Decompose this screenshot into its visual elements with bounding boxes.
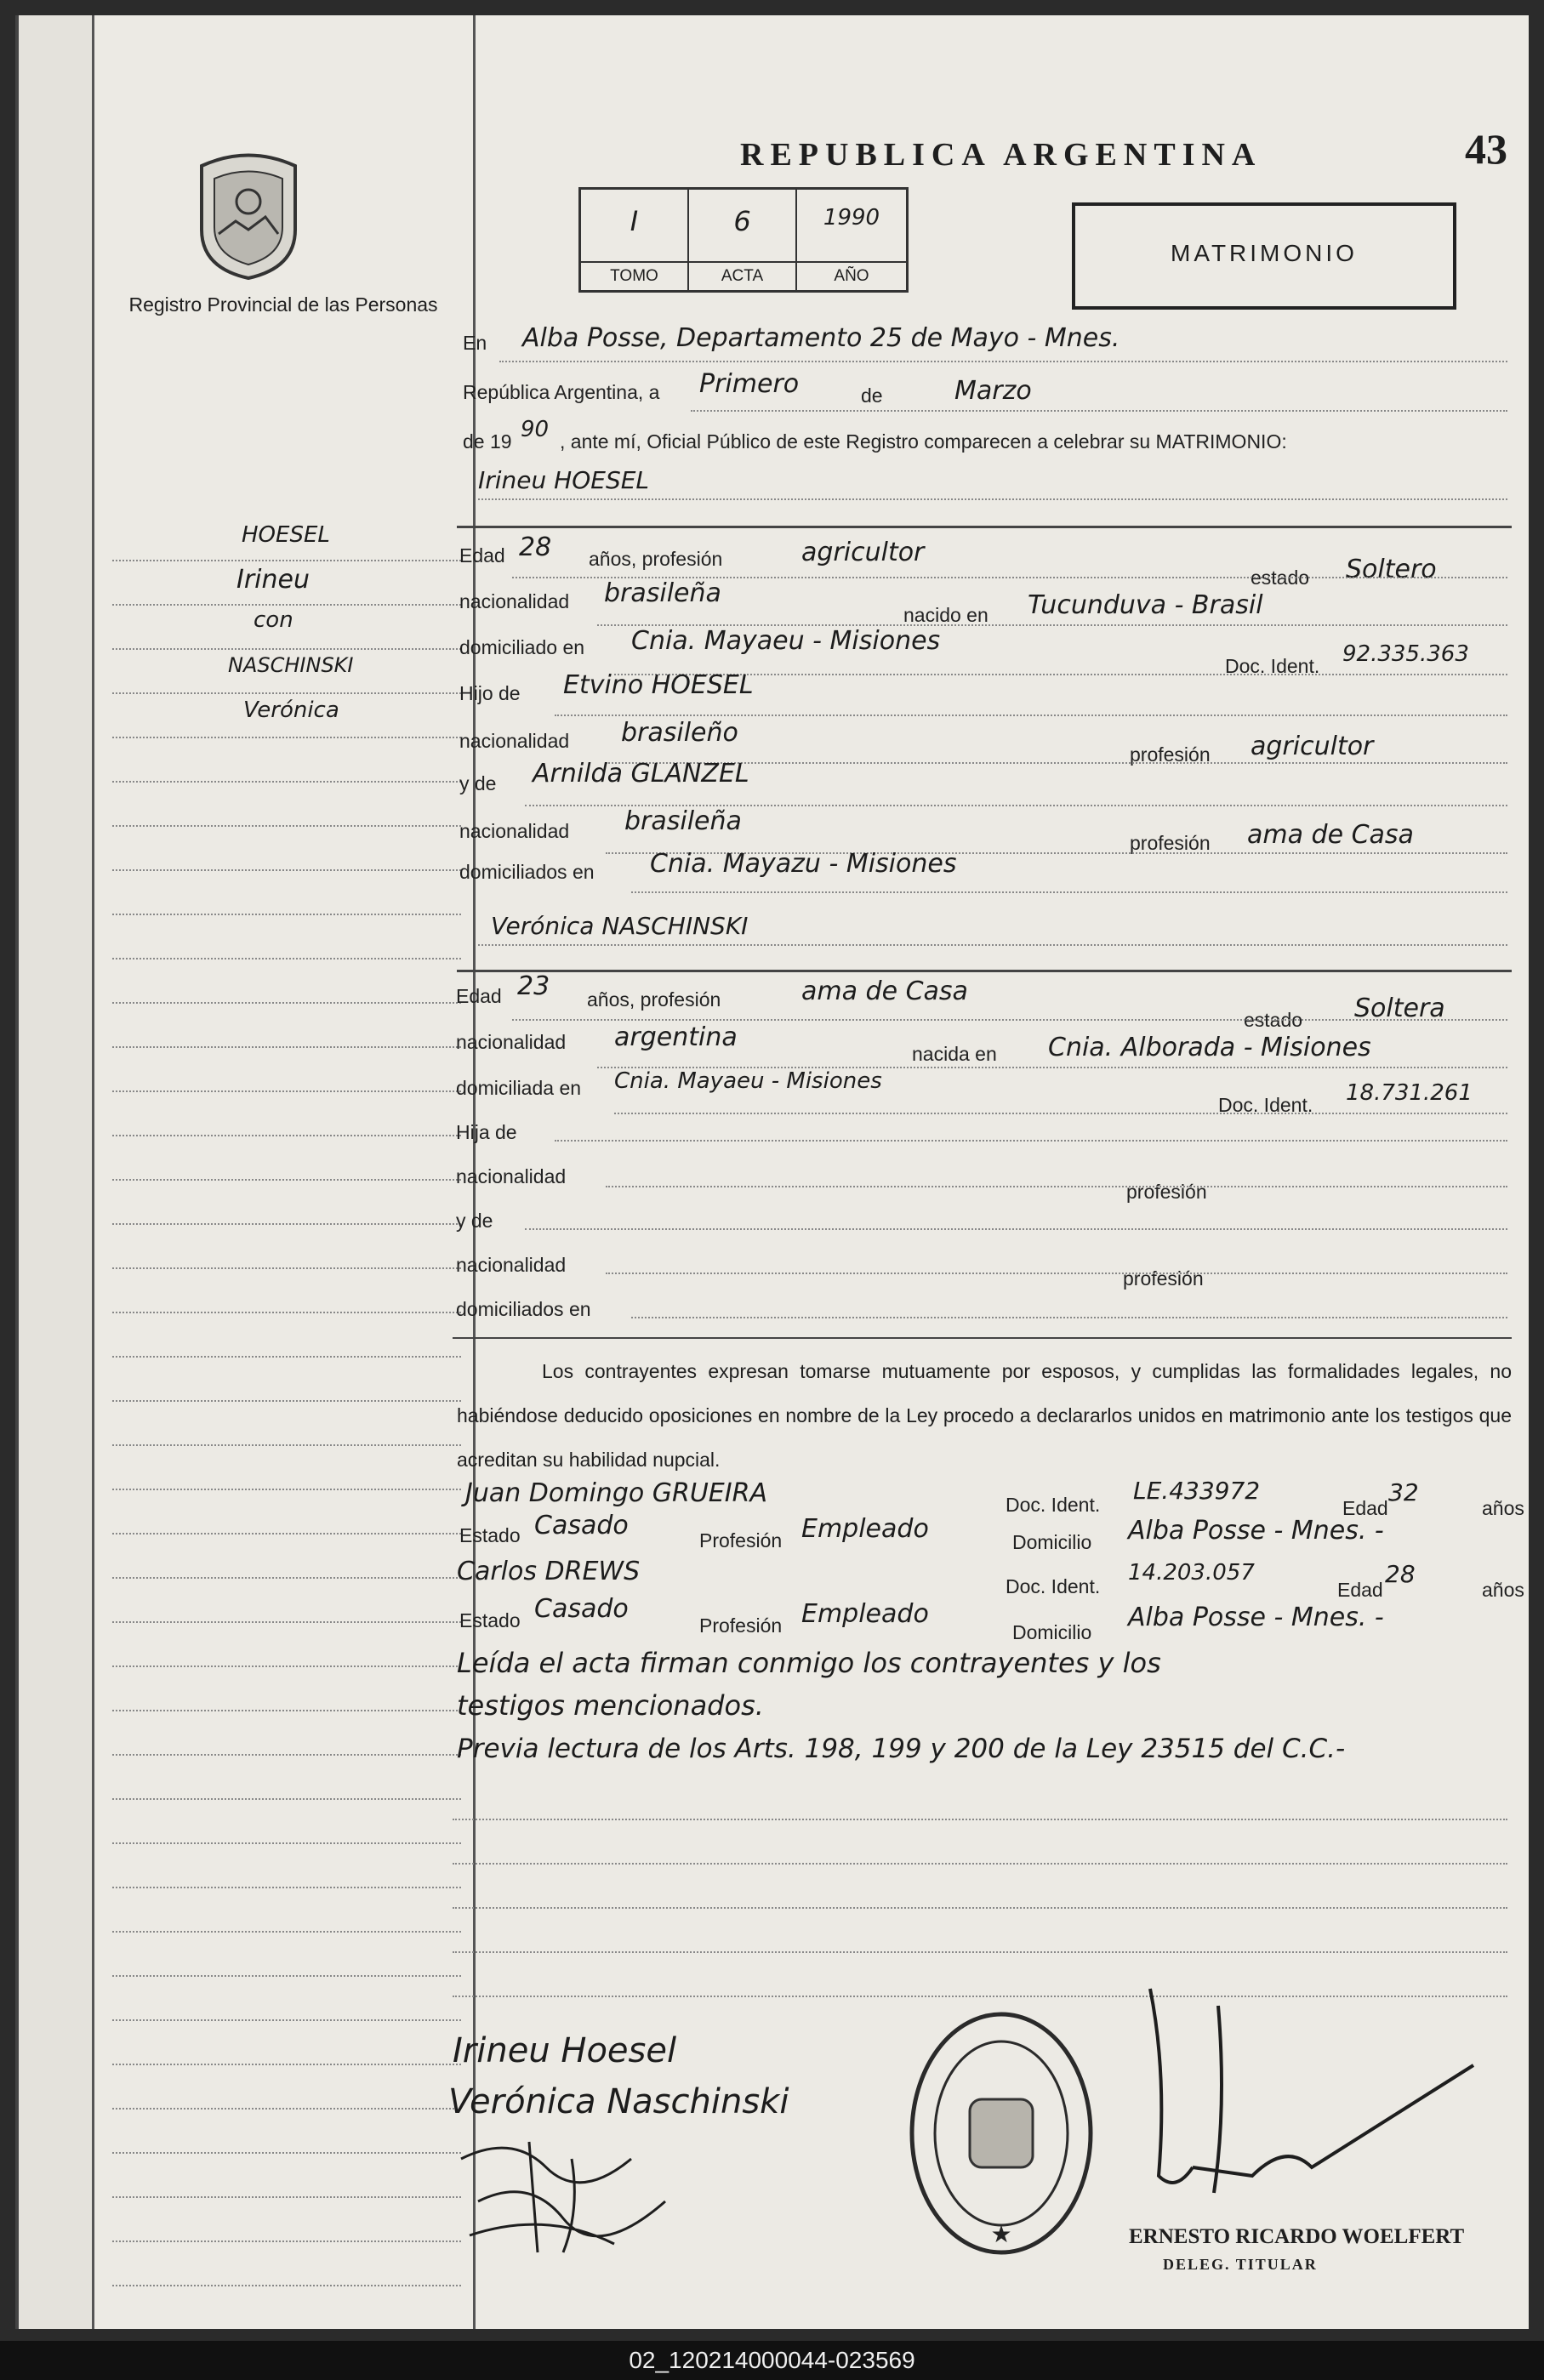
bride-parents-dom-label: domiciliados en — [456, 1298, 591, 1320]
year-label: AÑO — [797, 261, 906, 290]
tomo-cell — [581, 190, 689, 290]
intro-place: Alba Posse, Departamento 25 de Mayo - Mnes. — [522, 323, 1120, 353]
bride-domicilio: Cnia. Mayaeu - Misiones — [614, 1068, 882, 1094]
acta-label: ACTA — [689, 261, 795, 290]
groom-mother: Arnilda GLANZEL — [533, 759, 749, 789]
groom-full-name: Irineu HOESEL — [478, 466, 650, 494]
year-value: 1990 — [823, 205, 880, 231]
act-reference-box — [578, 187, 909, 293]
margin-rule — [112, 692, 461, 694]
margin-rule — [112, 1090, 461, 1092]
margin-rule — [112, 869, 461, 871]
margin-rule — [112, 2152, 461, 2154]
bride-father-nac-label: nacionalidad — [456, 1165, 567, 1187]
groom-domicilio: Cnia. Mayaeu - Misiones — [631, 626, 941, 656]
witness1-estado: Casado — [534, 1511, 629, 1540]
document-title: REPUBLICA ARGENTINA — [740, 137, 1262, 173]
witness1-profesion: Empleado — [801, 1514, 929, 1544]
main-rule — [453, 1907, 1507, 1909]
bride-signature: Verónica Naschinski — [448, 2082, 789, 2121]
bride-dom-label: domiciliada en — [456, 1077, 582, 1099]
witness2-edad: 28 — [1385, 1560, 1416, 1588]
margin-rule — [112, 1710, 461, 1711]
bride-nacionalidad: argentina — [614, 1022, 738, 1052]
margin-rule — [112, 1798, 461, 1800]
margin-rule — [112, 1356, 461, 1358]
witness-signatures-scribble — [444, 2125, 699, 2261]
act-type-box — [1072, 202, 1456, 310]
parents-dom-label: domiciliados en — [459, 861, 595, 883]
witness1-estado-label: Estado — [459, 1524, 521, 1546]
margin-rule — [112, 1312, 461, 1313]
bride-mother-yde-label: y de — [456, 1210, 493, 1232]
parents-domicilio: Cnia. Mayazu - Misiones — [650, 849, 957, 879]
witness1-dom-label: Domicilio — [1012, 1531, 1092, 1553]
main-rule — [453, 1863, 1507, 1865]
groom-profesion: agricultor — [801, 538, 925, 567]
margin-rule — [112, 1665, 461, 1667]
margin-rule — [112, 737, 461, 738]
register-page — [15, 15, 1529, 2329]
witness2-estado: Casado — [534, 1594, 629, 1624]
official-signature — [1116, 1972, 1482, 2218]
margin-rule — [112, 914, 461, 915]
margin-rule — [112, 1489, 461, 1490]
margin-bride-surname: NASCHINSKI — [228, 653, 354, 677]
groom-doc-label: Doc. Ident. — [1225, 655, 1320, 677]
margin-rule — [112, 1975, 461, 1977]
witness2-profesion: Empleado — [801, 1599, 929, 1629]
tomo-label: TOMO — [581, 261, 687, 290]
groom-edad-label: Edad — [459, 544, 505, 567]
groom-nacionalidad: brasileña — [604, 578, 721, 608]
intro-month: Marzo — [954, 376, 1032, 406]
groom-nacido-en: Tucunduva - Brasil — [1028, 590, 1263, 620]
margin-rule — [112, 1179, 461, 1181]
bride-nac-label: nacionalidad — [456, 1031, 567, 1053]
witness2-doc-label: Doc. Ident. — [1006, 1575, 1101, 1597]
intro-republic-label: República Argentina, a — [463, 381, 660, 403]
witness2-dom-label: Domicilio — [1012, 1621, 1092, 1643]
witness1-doc: LE.433972 — [1133, 1477, 1261, 1505]
image-id-footer: 02_120214000044-023569 — [0, 2341, 1544, 2380]
note-line-1: Leída el acta firman conmigo los contrayentes y los — [457, 1647, 1161, 1679]
margin-groom-surname: HOESEL — [242, 522, 330, 548]
margin-groom-name: Irineu — [236, 565, 311, 595]
margin-rule — [112, 1754, 461, 1756]
margin-rule — [112, 2019, 461, 2021]
bride-doc-label: Doc. Ident. — [1218, 1094, 1313, 1116]
margin-column — [92, 15, 476, 2329]
witness2-edad-label: Edad — [1337, 1579, 1383, 1601]
witness2-estado-label: Estado — [459, 1609, 521, 1631]
bride-full-name: Verónica NASCHINSKI — [491, 912, 749, 940]
groom-dom-label: domiciliado en — [459, 636, 585, 658]
official-name: ERNESTO RICARDO WOELFERT — [1129, 2225, 1465, 2248]
witness1-anos-label: años — [1482, 1497, 1524, 1519]
intro-officer-text: , ante mí, Oficial Público de este Registro comparecen a celebrar su MATRIMONIO: — [560, 430, 1287, 453]
groom-estado: Soltero — [1346, 555, 1437, 584]
margin-rule — [112, 1577, 461, 1579]
act-type: MATRIMONIO — [1171, 240, 1358, 266]
margin-rule — [112, 2196, 461, 2198]
margin-rule — [112, 958, 461, 959]
declaration-text: Los contrayentes expresan tomarse mutuamente por esposos, y cumplidas las formalidades legales, no habiéndose deducido oposiciones en nombre de la Ley procedo a declararlos unidos en matrimonio ante los testigos que acreditan su habilidad nupcial. — [457, 1360, 1512, 1471]
bride-hija-label: Hija de — [456, 1121, 517, 1143]
official-title: DELEG. TITULAR — [1163, 2256, 1318, 2273]
margin-rule — [112, 825, 461, 827]
margin-rule — [112, 1267, 461, 1269]
bride-profesion: ama de Casa — [801, 976, 968, 1006]
bride-nacida-en: Cnia. Alborada - Misiones — [1048, 1033, 1371, 1062]
groom-doc: 92.335.363 — [1342, 641, 1469, 667]
bride-estado-label: estado — [1244, 1009, 1303, 1031]
province-emblem-icon — [193, 149, 304, 281]
acta-cell — [689, 190, 797, 290]
margin-rule — [112, 1400, 461, 1402]
witness2-anos-label: años — [1482, 1579, 1524, 1601]
main-rule — [453, 1951, 1507, 1953]
year-cell — [797, 190, 906, 290]
margin-rule — [112, 1046, 461, 1048]
margin-connector: con — [254, 607, 293, 633]
witness1-domicilio: Alba Posse - Mnes. - — [1128, 1516, 1384, 1546]
margin-rule — [112, 2241, 461, 2242]
margin-rule — [112, 2064, 461, 2065]
margin-rule — [112, 781, 461, 783]
witness2-doc: 14.203.057 — [1128, 1560, 1255, 1586]
groom-nac-label: nacionalidad — [459, 590, 570, 612]
margin-rule — [112, 1002, 461, 1004]
margin-rule — [112, 1887, 461, 1888]
margin-rule — [112, 1533, 461, 1534]
bride-estado: Soltera — [1354, 994, 1445, 1023]
bride-father-prof-label: profesión — [1126, 1181, 1207, 1203]
margin-rule — [112, 1842, 461, 1844]
intro-year-suffix: 90 — [521, 417, 550, 442]
margin-rule — [112, 648, 461, 650]
margin-rule — [112, 1444, 461, 1446]
intro-de-label: de — [861, 384, 883, 407]
groom-nacido-label: nacido en — [903, 604, 989, 626]
bride-nacida-label: nacida en — [912, 1043, 997, 1065]
bride-mother-prof-label: profesión — [1123, 1267, 1204, 1290]
margin-rule — [112, 560, 461, 561]
intro-year-prefix: de 19 — [463, 430, 512, 453]
witness1-edad-label: Edad — [1342, 1497, 1388, 1519]
bride-edad-label: Edad — [456, 985, 502, 1007]
margin-rule — [112, 1621, 461, 1623]
bride-edad: 23 — [517, 971, 550, 1001]
intro-day: Primero — [699, 369, 800, 399]
father-nac-label: nacionalidad — [459, 730, 570, 752]
witness1-prof-label: Profesión — [699, 1529, 783, 1552]
witness1-doc-label: Doc. Ident. — [1006, 1494, 1101, 1516]
mother-prof-label: profesión — [1130, 832, 1211, 854]
main-rule — [453, 1819, 1507, 1820]
witness2-domicilio: Alba Posse - Mnes. - — [1128, 1603, 1384, 1632]
father-prof-label: profesión — [1130, 743, 1211, 766]
svg-text:★: ★ — [990, 2221, 1012, 2247]
witness1-edad: 32 — [1388, 1478, 1419, 1506]
groom-edad: 28 — [519, 532, 552, 562]
mother-nacionalidad: brasileña — [624, 806, 742, 836]
tomo-value: I — [630, 205, 639, 237]
note-line-2: testigos mencionados. — [457, 1689, 764, 1722]
groom-signature: Irineu Hoesel — [453, 2031, 677, 2070]
mother-nac-label: nacionalidad — [459, 820, 570, 842]
margin-bride-name: Verónica — [243, 697, 339, 723]
page-number: 43 — [1465, 125, 1507, 173]
father-profesion: agricultor — [1251, 732, 1374, 761]
groom-estado-label: estado — [1251, 567, 1310, 589]
groom-father: Etvino HOESEL — [563, 670, 754, 700]
intro-en-label: En — [463, 332, 487, 354]
mother-yde-label: y de — [459, 772, 497, 794]
margin-rule — [112, 2108, 461, 2110]
witness2-name: Carlos DREWS — [457, 1557, 641, 1586]
groom-profesion-label: años, profesión — [589, 548, 723, 570]
acta-value: 6 — [733, 205, 751, 237]
bride-mother-nac-label: nacionalidad — [456, 1254, 567, 1276]
margin-rule — [112, 1135, 461, 1136]
bride-profesion-label: años, profesión — [587, 988, 721, 1011]
father-nacionalidad: brasileño — [621, 718, 738, 748]
margin-rule — [112, 2285, 461, 2286]
official-seal-stamp — [903, 2006, 1099, 2261]
groom-hijo-label: Hijo de — [459, 682, 521, 704]
bride-doc: 18.731.261 — [1346, 1080, 1473, 1106]
margin-rule — [112, 1931, 461, 1933]
witness2-prof-label: Profesión — [699, 1614, 783, 1637]
margin-rule — [112, 1223, 461, 1225]
margin-rule — [112, 604, 461, 606]
note-line-3: Previa lectura de los Arts. 198, 199 y 200 de la Ley 23515 del C.C.- — [457, 1734, 1346, 1764]
witness1-name: Juan Domingo GRUEIRA — [465, 1478, 767, 1508]
mother-profesion: ama de Casa — [1247, 820, 1414, 850]
binding-strip — [19, 15, 94, 2329]
registry-name: Registro Provincial de las Personas — [128, 293, 438, 316]
